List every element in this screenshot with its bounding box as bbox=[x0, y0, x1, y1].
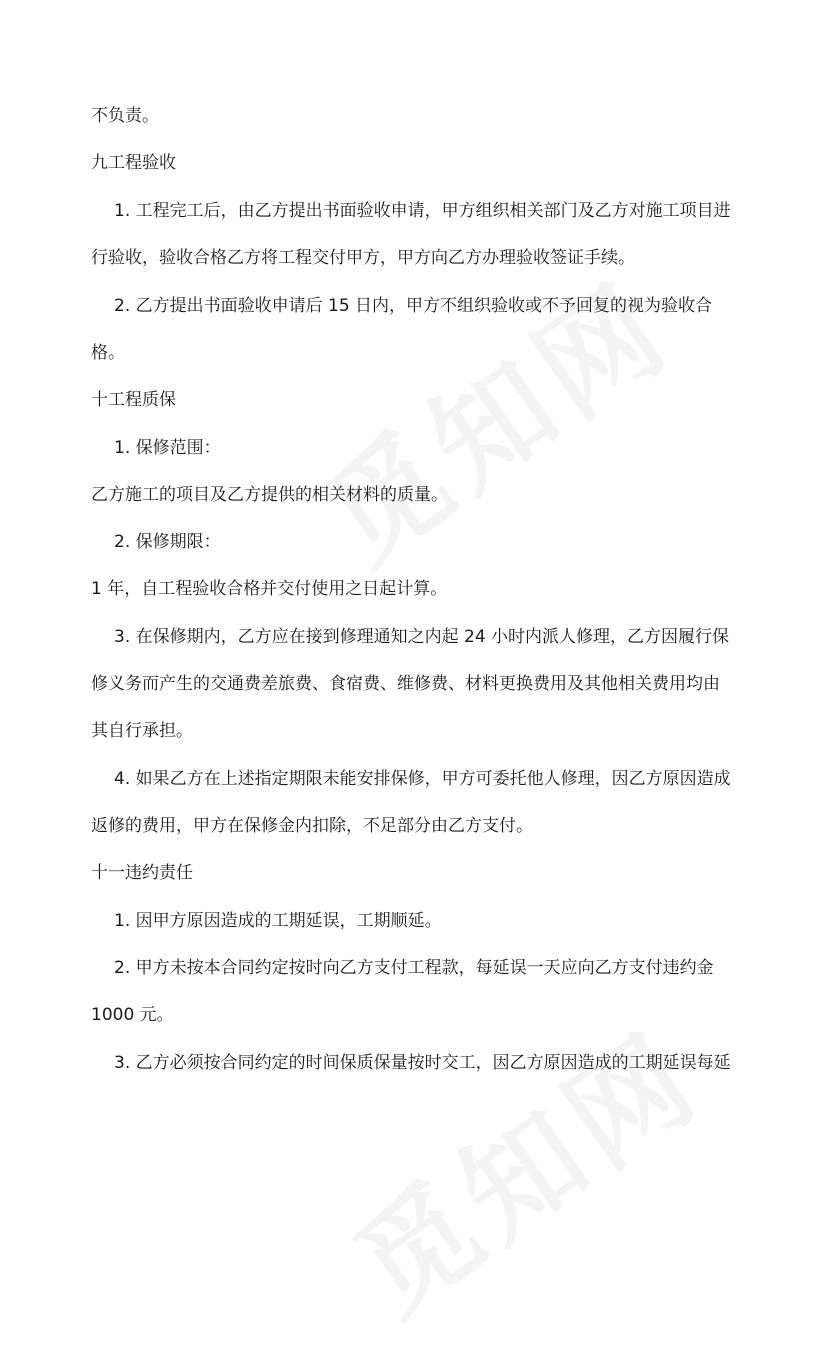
paragraph-line: 1 年，自工程验收合格并交付使用之日起计算。 bbox=[91, 579, 448, 599]
paragraph-line: 1000 元。 bbox=[91, 1005, 174, 1025]
paragraph-line: 行验收，验收合格乙方将工程交付甲方，甲方向乙方办理验收签证手续。 bbox=[91, 248, 635, 268]
list-item: 3. 在保修期内，乙方应在接到修理通知之内起 24 小时内派人修理，乙方因履行保 bbox=[114, 627, 730, 647]
section-heading: 九工程验收 bbox=[91, 153, 176, 173]
paragraph-line: 不负责。 bbox=[91, 106, 159, 126]
paragraph-line: 修义务而产生的交通费差旅费、食宿费、维修费、材料更换费用及其他相关费用均由 bbox=[91, 674, 720, 694]
list-item: 1. 工程完工后，由乙方提出书面验收申请，甲方组织相关部门及乙方对施工项目进 bbox=[114, 201, 731, 221]
list-item: 3. 乙方必须按合同约定的时间保质保量按时交工，因乙方原因造成的工期延误每延 bbox=[114, 1053, 731, 1073]
section-heading: 十一违约责任 bbox=[91, 863, 193, 883]
paragraph-line: 其自行承担。 bbox=[91, 721, 193, 741]
list-item: 2. 保修期限： bbox=[114, 532, 221, 552]
paragraph-line: 返修的费用，甲方在保修金内扣除，不足部分由乙方支付。 bbox=[91, 816, 533, 836]
list-item: 2. 乙方提出书面验收申请后 15 日内，甲方不组织验收或不予回复的视为验收合 bbox=[114, 296, 713, 316]
list-item: 1. 因甲方原因造成的工期延误，工期顺延。 bbox=[114, 911, 442, 931]
watermark bbox=[316, 985, 728, 1345]
list-item: 2. 甲方未按本合同约定按时向乙方支付工程款，每延误一天应向乙方支付违约金 bbox=[114, 958, 714, 978]
list-item: 1. 保修范围： bbox=[114, 438, 221, 458]
watermark bbox=[286, 235, 698, 595]
paragraph-line: 乙方施工的项目及乙方提供的相关材料的质量。 bbox=[91, 485, 448, 505]
section-heading: 十工程质保 bbox=[91, 390, 176, 410]
paragraph-line: 格。 bbox=[91, 343, 125, 363]
list-item: 4. 如果乙方在上述指定期限未能安排保修，甲方可委托他人修理，因乙方原因造成 bbox=[114, 769, 731, 789]
